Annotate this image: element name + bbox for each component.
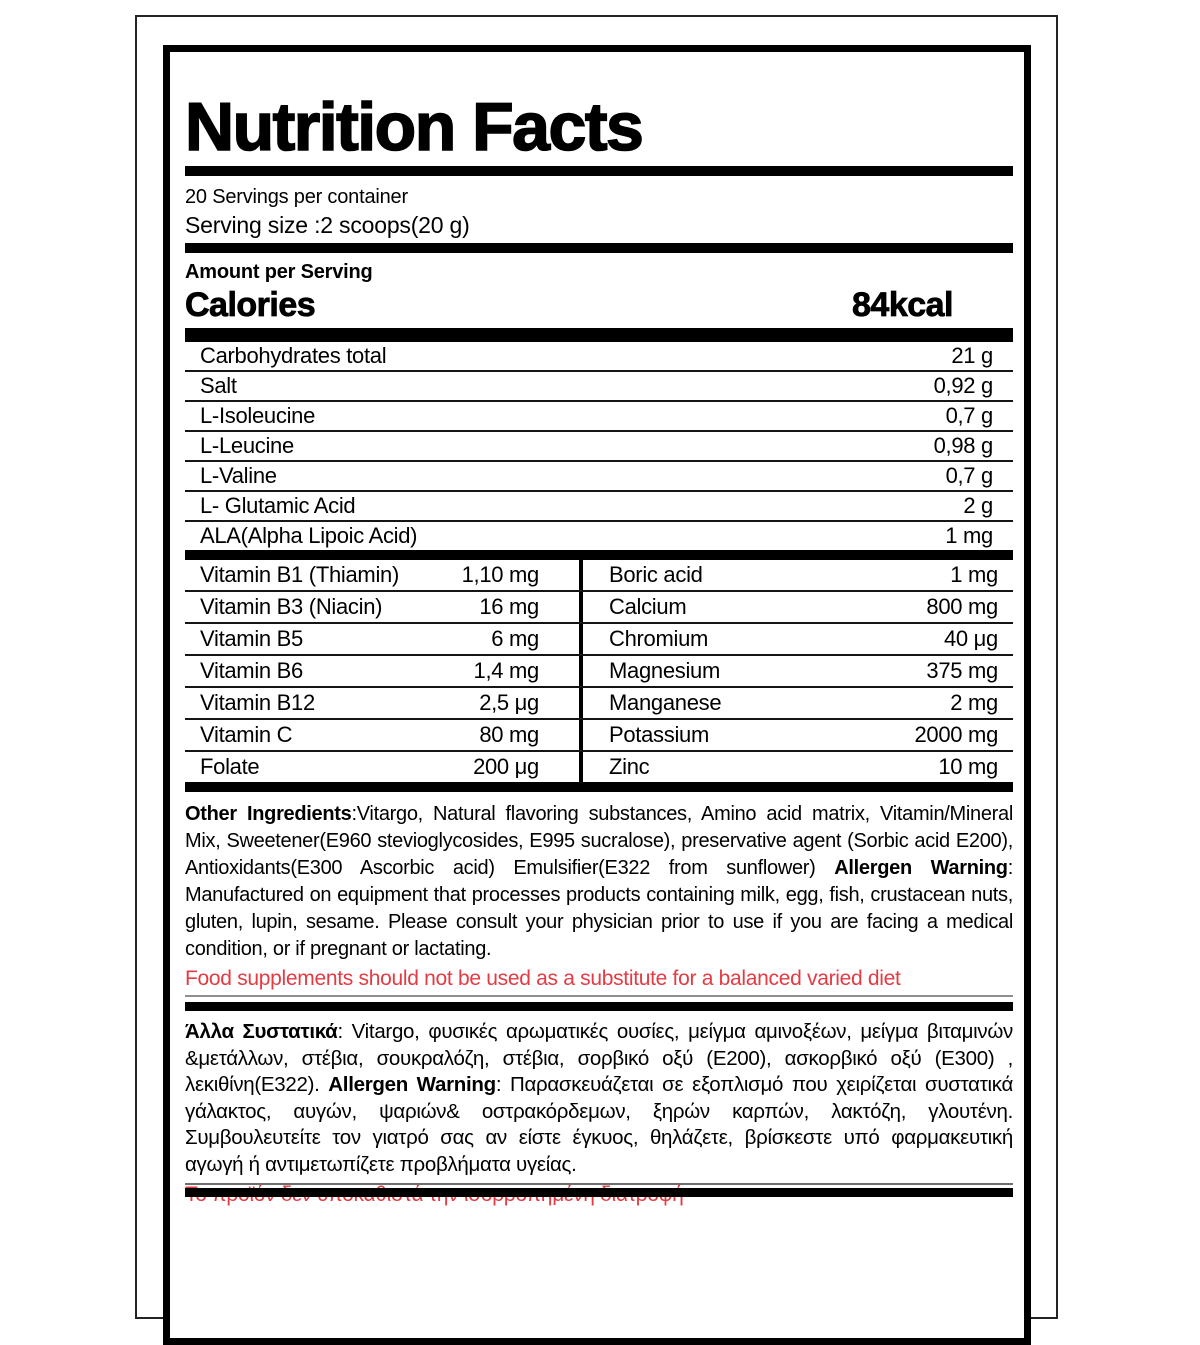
nutrition-facts-panel [163, 45, 1031, 1345]
other-ingredients-label: Other Ingredients [185, 803, 352, 825]
nutrient-name: Vitamin B12 [200, 690, 315, 715]
nutrient-value: 80 mg [479, 722, 539, 747]
nutrient-name: Salt [200, 373, 237, 398]
separator-bar [185, 550, 1013, 560]
thin-rule [185, 1183, 1013, 1185]
nutrient-name: Chromium [609, 626, 709, 651]
micronutrient-cell [185, 720, 583, 750]
nutrient-row [185, 522, 1013, 550]
micronutrient-row [185, 752, 1013, 782]
nutrient-name: L-Valine [200, 463, 277, 488]
nutrient-value: 375 mg [926, 658, 998, 683]
greek-ingredients-text: : Vitargo, φυσικές αρωματικές ουσίες, μείγμα αμινοξέων, μείγμα βιταμινών &μετάλλων, στέβια, σουκραλόζη, στέβια, σορβικό οξύ (Ε200), ασκορβικό οξύ (Ε300) , λεκιθίνη(Ε322). [185, 1020, 1013, 1096]
separator-bar-thick [185, 328, 1013, 342]
nutrient-name: Calcium [609, 594, 687, 619]
micronutrient-cell [185, 560, 583, 590]
calories-label: Calories [185, 286, 316, 324]
nutrient-value: 0,92 g [933, 373, 993, 398]
supplement-disclaimer-en: Food supplements should not be used as a substitute for a balanced varied diet [185, 967, 901, 990]
nutrient-name: Potassium [609, 722, 710, 747]
nutrient-name: Vitamin B3 (Niacin) [200, 594, 383, 619]
nutrient-name: Zinc [609, 754, 650, 779]
nutrient-value: 6 mg [491, 626, 539, 651]
nutrient-value: 40 μg [944, 626, 998, 651]
nutrient-name: Vitamin B6 [200, 658, 303, 683]
nutrient-name: Carbohydrates total [200, 343, 387, 368]
nutrient-value: 1 mg [950, 562, 998, 587]
nutrient-row [185, 402, 1013, 432]
micronutrient-cell [583, 624, 1013, 654]
other-ingredients-text: :Vitargo, Natural flavoring substances, Amino acid matrix, Vitamin/Mineral Mix, Sweetener(E960 stevioglycosides, E995 sucralose), preservative agent (Sorbic acid E200), Antioxidants(E300 Ascorbic acid) Emulsifier(E322 from sunflower) [185, 803, 1014, 879]
calories-value: 84kcal [852, 286, 953, 324]
calories-row [185, 284, 1013, 326]
nutrient-name: ALA(Alpha Lipoic Acid) [200, 523, 418, 548]
nutrient-name: Magnesium [609, 658, 721, 683]
micronutrient-row [185, 688, 1013, 720]
nutrient-value: 200 μg [473, 754, 539, 779]
thin-rule [185, 995, 1013, 997]
allergen-warning-text: : Manufactured on equipment that processes products containing milk, egg, fish, crustacean nuts, gluten, lupin, sesame. Please consult your physician prior to use if you are facing a medical condition, or if pregnant or lactating. [185, 857, 1013, 960]
nutrient-row [185, 372, 1013, 402]
micronutrient-cell [185, 752, 583, 782]
nutrient-name: L-Leucine [200, 433, 294, 458]
nutrient-name: Vitamin B5 [200, 626, 303, 651]
micronutrient-cell [185, 656, 583, 686]
micronutrient-table [185, 560, 1013, 782]
greek-allergen-warning-label: Allergen Warning [328, 1073, 496, 1096]
greek-ingredients-paragraph [185, 1019, 1013, 1178]
amount-per-serving-label: Amount per Serving [185, 261, 373, 283]
greek-allergen-warning-text: : Παρασκευάζεται σε εξοπλισμό που χειρίζεται συστατικά γάλακτος, αυγών, ψαριών& οστρακόρδεμων, ξηρών καρπών, λακτόζη, γλουτένη. Συμβουλευτείτε τον γιατρό σας αν είστε έγκυος, θηλάζετε, βρίσκεστε υπό φαρμακευτική αγωγή ή αντιμετωπίζετε προβλήματα υγείας. [185, 1073, 1014, 1176]
micronutrient-cell [185, 624, 583, 654]
nutrient-value: 1,10 mg [461, 562, 539, 587]
micronutrient-row [185, 592, 1013, 624]
nutrient-value: 0,7 g [945, 403, 993, 428]
nutrient-value: 0,98 g [933, 433, 993, 458]
greek-ingredients-label: Άλλα Συστατικά [185, 1020, 338, 1043]
nutrient-name: Boric acid [609, 562, 703, 587]
micronutrient-cell [185, 592, 583, 622]
servings-per-container: 20 Servings per container [185, 186, 408, 208]
nutrient-value: 1 mg [945, 523, 993, 548]
serving-size: Serving size :2 scoops(20 g) [185, 212, 470, 238]
nutrient-name: Manganese [609, 690, 722, 715]
nutrient-value: 2 mg [950, 690, 998, 715]
separator-bar [185, 166, 1013, 176]
nutrient-value: 16 mg [479, 594, 539, 619]
micronutrient-row [185, 656, 1013, 688]
nutrient-row [185, 432, 1013, 462]
other-ingredients-paragraph [185, 801, 1013, 963]
panel-title: Nutrition Facts [185, 89, 643, 165]
nutrient-name: Folate [200, 754, 260, 779]
nutrient-name: Vitamin C [200, 722, 293, 747]
nutrient-name: L- Glutamic Acid [200, 493, 356, 518]
micronutrient-cell [185, 688, 583, 718]
micronutrient-cell [583, 720, 1013, 750]
nutrient-name: L-Isoleucine [200, 403, 316, 428]
nutrient-value: 0,7 g [945, 463, 993, 488]
nutrient-row [185, 342, 1013, 372]
nutrient-value: 2,5 μg [479, 690, 539, 715]
micronutrient-cell [583, 560, 1013, 590]
micronutrient-row [185, 624, 1013, 656]
allergen-warning-label: Allergen Warning [834, 857, 1008, 879]
nutrient-value: 800 mg [926, 594, 998, 619]
micronutrient-cell [583, 752, 1013, 782]
nutrient-value: 1,4 mg [473, 658, 539, 683]
nutrient-row [185, 492, 1013, 522]
separator-bar [185, 243, 1013, 253]
micronutrient-cell [583, 688, 1013, 718]
nutrient-value: 21 g [951, 343, 993, 368]
macronutrient-table [185, 342, 1013, 550]
separator-bar [185, 782, 1013, 792]
micronutrient-row [185, 560, 1013, 592]
nutrient-value: 10 mg [938, 754, 998, 779]
micronutrient-cell [583, 656, 1013, 686]
micronutrient-row [185, 720, 1013, 752]
nutrient-value: 2000 mg [914, 722, 998, 747]
nutrient-value: 2 g [963, 493, 993, 518]
micronutrient-cell [583, 592, 1013, 622]
separator-bar [185, 1188, 1013, 1197]
nutrient-row [185, 462, 1013, 492]
nutrient-name: Vitamin B1 (Thiamin) [200, 562, 399, 587]
separator-bar [185, 1002, 1013, 1011]
